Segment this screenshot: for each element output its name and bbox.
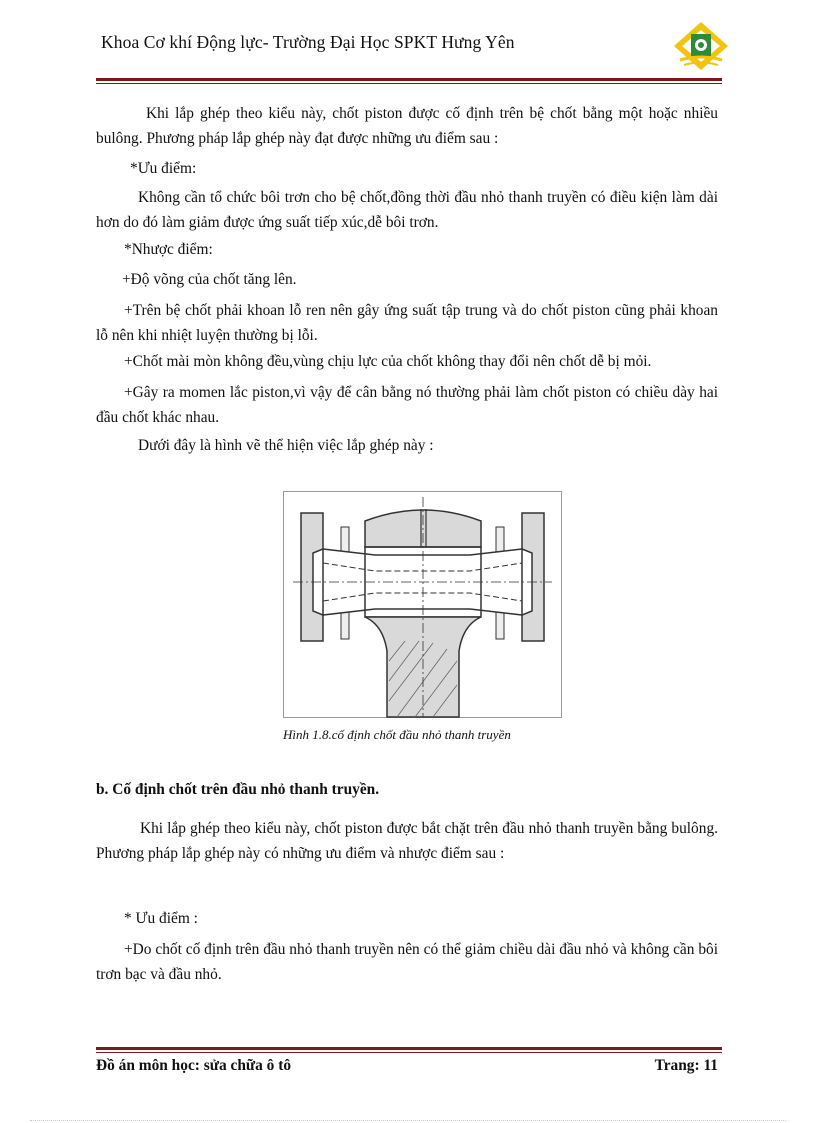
figure-caption: Hình 1.8.cố định chốt đầu nhỏ thanh truyền: [283, 727, 511, 742]
paragraph-section-b: Khi lắp ghép theo kiểu này, chốt piston được bắt chặt trên đầu nhỏ thanh truyền bằng bulông. Phương pháp lắp ghép này có những ưu điểm và nhược điểm sau :: [96, 820, 718, 862]
section-heading-b: b. Cố định chốt trên đầu nhỏ thanh truyền.: [96, 781, 380, 798]
footer-page-number: Trang: 11: [654, 1057, 718, 1074]
disadvantages-label: *Nhược điểm:: [124, 241, 213, 258]
footer-course-title: Đồ án môn học: sửa chữa ô tô: [96, 1057, 292, 1074]
disadvantage-item-3: +Chốt mài mòn không đều,vùng chịu lực của chốt không thay đổi nên chốt dễ bị mỏi.: [124, 353, 652, 370]
footer-rule-thick: [96, 1047, 722, 1050]
footer-rule-thin: [96, 1052, 722, 1053]
paragraph-advantages: Không cần tổ chức bôi trơn cho bệ chốt,đồng thời đầu nhỏ thanh truyền có điều kiện làm dài hơn do đó làm giảm được ứng suất tiếp xúc,dễ bôi trơn.: [96, 189, 718, 231]
advantage-item-1: +Do chốt cố định trên đầu nhỏ thanh truyền nên có thể giảm chiều dài đầu nhỏ và không cần bôi trơn bạc và đầu nhỏ.: [96, 941, 718, 983]
advantages-label-2: * Ưu điểm :: [124, 910, 198, 927]
paragraph-intro: Khi lắp ghép theo kiểu này, chốt piston được cố định trên bệ chốt bằng một hoặc nhiều bulông. Phương pháp lắp ghép này đạt được những ưu điểm sau :: [96, 105, 718, 147]
university-logo: [672, 20, 730, 72]
header-rule-thin: [96, 83, 722, 84]
advantages-label: *Ưu điểm:: [130, 160, 197, 177]
piston-pin-figure: [283, 491, 562, 718]
page-header-title: Khoa Cơ khí Động lực- Trường Đại Học SPKT Hưng Yên: [101, 32, 515, 52]
header-rule-thick: [96, 78, 722, 81]
disadvantage-item-2: +Trên bệ chốt phải khoan lỗ ren nên gây ứng suất tập trung và do chốt piston cũng phải khoan lỗ nên khi nhiệt luyện thường bị lỗi.: [96, 302, 718, 344]
disadvantage-item-1: +Độ võng của chốt tăng lên.: [122, 271, 297, 288]
figure-intro-text: Dưới đây là hình vẽ thể hiện việc lắp ghép này :: [138, 437, 434, 454]
disadvantage-item-4: +Gây ra momen lắc piston,vì vậy để cân bằng nó thường phải làm chốt piston có chiều dày hai đầu chốt khác nhau.: [96, 384, 718, 426]
page-bottom-divider: [30, 1120, 786, 1121]
